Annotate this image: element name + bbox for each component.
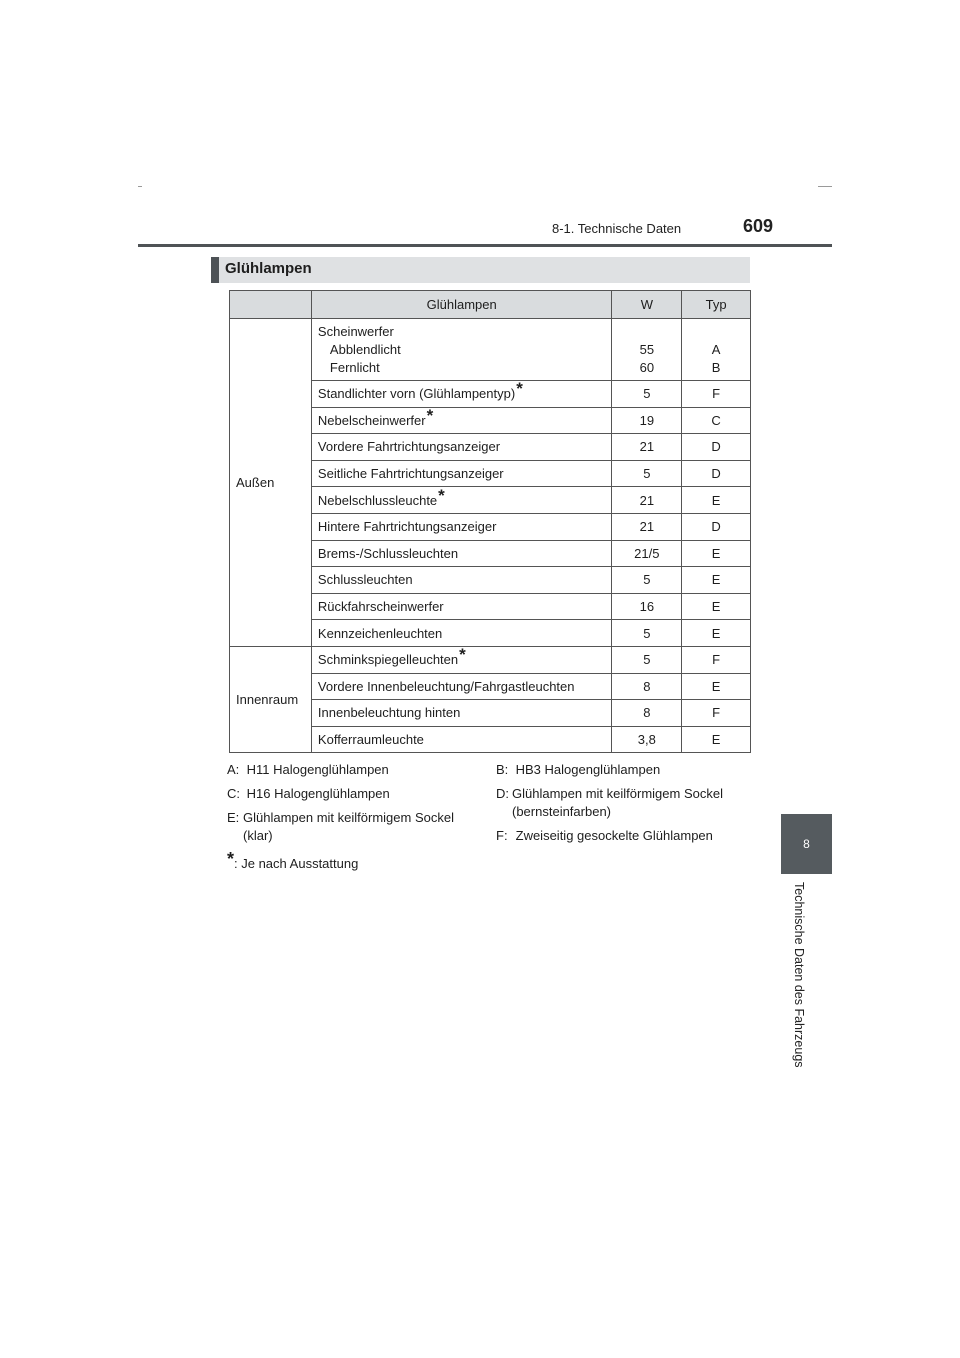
footnote-star: * — [516, 379, 523, 399]
footnote-star: * — [426, 405, 434, 425]
legend-text: H16 Halogenglühlampen — [246, 786, 390, 801]
legend-f — [496, 827, 746, 845]
bulb-name: Nebelscheinwerfer* — [311, 407, 612, 434]
legend-text: Zweiseitig gesockelte Glühlampen — [515, 828, 713, 843]
bulb-watt: 21 — [612, 513, 682, 540]
legend-d — [496, 785, 746, 821]
legend-key: A: — [227, 762, 240, 777]
bulb-type: D — [682, 434, 751, 461]
bulb-watt: 5 — [612, 460, 682, 487]
headlamp-type-cell — [682, 319, 751, 381]
bulb-name: Nebelschlussleuchte* — [311, 487, 612, 514]
bulb-type: F — [682, 646, 751, 673]
bulb-watt: 21/5 — [612, 540, 682, 567]
bulb-name: Vordere Innenbeleuchtung/Fahrgastleuchten — [311, 673, 612, 700]
table-row — [230, 646, 751, 673]
crop-mark-right — [818, 186, 832, 187]
bulb-watt: 8 — [612, 700, 682, 727]
bulb-name: Hintere Fahrtrichtungsanzeiger — [311, 513, 612, 540]
page-number: 609 — [743, 216, 774, 236]
running-head: 8-1. Technische Daten — [552, 221, 682, 236]
bulb-name: Innenbeleuchtung hinten — [311, 700, 612, 727]
bulb-type: E — [682, 726, 751, 753]
footnote-text: : Je nach Ausstattung — [234, 856, 359, 871]
bulb-type: E — [682, 567, 751, 594]
group-cell-aussen: Außen — [230, 319, 312, 647]
group-cell-innen: Innenraum — [230, 646, 312, 752]
legend-text-line1: Glühlampen mit keilförmigem Sockel — [243, 810, 454, 825]
section-heading-accent — [211, 257, 219, 283]
legend-text: H11 Halogenglühlampen — [246, 762, 389, 777]
col-header-type: Typ — [682, 291, 751, 319]
headlamp-type-high: B — [711, 359, 721, 375]
headlamp-type-low: A — [711, 341, 721, 357]
bulb-type: E — [682, 487, 751, 514]
col-header-watt: W — [612, 291, 682, 319]
footnote-star: * — [438, 485, 445, 505]
bulb-name: Standlichter vorn (Glühlampentyp)* — [311, 381, 612, 408]
headlamp-high: Fernlicht — [329, 359, 380, 375]
table-header-row — [230, 291, 751, 319]
chapter-tab[interactable]: 8 — [781, 814, 832, 874]
section-title: Glühlampen — [225, 260, 312, 277]
bulb-watt: 5 — [612, 567, 682, 594]
legend-a — [227, 761, 475, 779]
bulb-watt: 16 — [612, 593, 682, 620]
legend-text-line2: (bernsteinfarben) — [512, 804, 611, 819]
section-heading-bar — [211, 257, 750, 283]
headlamp-watt-high: 60 — [639, 359, 655, 375]
bulb-watt: 5 — [612, 381, 682, 408]
bulb-type: E — [682, 593, 751, 620]
headlamp-watt-cell — [612, 319, 682, 381]
bulb-watt: 3,8 — [612, 726, 682, 753]
bulb-watt: 5 — [612, 646, 682, 673]
legend-e — [227, 809, 475, 845]
legend-c — [227, 785, 475, 803]
bulb-name: Rückfahrscheinwerfer — [311, 593, 612, 620]
legend-b — [496, 761, 746, 779]
legend-key: B: — [496, 762, 509, 777]
bulb-watt: 21 — [612, 434, 682, 461]
header-rule — [138, 244, 832, 247]
bulb-watt: 19 — [612, 407, 682, 434]
bulb-type: D — [682, 513, 751, 540]
legend-text-line1: Glühlampen mit keilförmigem Sockel — [512, 786, 723, 801]
headlamp-cell — [311, 319, 612, 381]
bulb-type: F — [682, 700, 751, 727]
col-header-bulbs: Glühlampen — [311, 291, 612, 319]
chapter-side-title: Technische Daten des Fahrzeugs — [792, 882, 806, 1068]
headlamp-watt-low: 55 — [639, 341, 655, 357]
bulb-watt: 8 — [612, 673, 682, 700]
bulb-name: Vordere Fahrtrichtungsanzeiger — [311, 434, 612, 461]
bulb-type: C — [682, 407, 751, 434]
legend-key: F: — [496, 828, 508, 843]
col-header-group — [230, 291, 312, 319]
bulb-name: Kofferraumleuchte — [311, 726, 612, 753]
legend-text-line2: (klar) — [243, 828, 273, 843]
bulb-name: Schminkspiegelleuchten* — [311, 646, 612, 673]
bulb-type: E — [682, 540, 751, 567]
table-row — [230, 319, 751, 381]
bulb-watt: 5 — [612, 620, 682, 647]
bulb-watt: 21 — [612, 487, 682, 514]
bulb-name: Seitliche Fahrtrichtungsanzeiger — [311, 460, 612, 487]
legend-key: D: — [496, 786, 509, 801]
bulb-table — [229, 290, 751, 753]
footnote-star: * — [227, 849, 235, 869]
footnote — [227, 850, 475, 873]
bulb-name: Kennzeichenleuchten — [311, 620, 612, 647]
headlamp-title: Scheinwerfer — [317, 323, 394, 339]
headlamp-low: Abblendlicht — [329, 341, 401, 357]
crop-mark-left — [138, 186, 142, 187]
bulb-type: F — [682, 381, 751, 408]
bulb-name: Schlussleuchten — [311, 567, 612, 594]
legend-text: HB3 Halogenglühlampen — [515, 762, 661, 777]
footnote-star: * — [459, 645, 466, 665]
legend-key: C: — [227, 786, 240, 801]
legend-key: E: — [227, 810, 240, 825]
bulb-type: E — [682, 673, 751, 700]
bulb-type: E — [682, 620, 751, 647]
bulb-name: Brems-/Schlussleuchten — [311, 540, 612, 567]
bulb-type: D — [682, 460, 751, 487]
